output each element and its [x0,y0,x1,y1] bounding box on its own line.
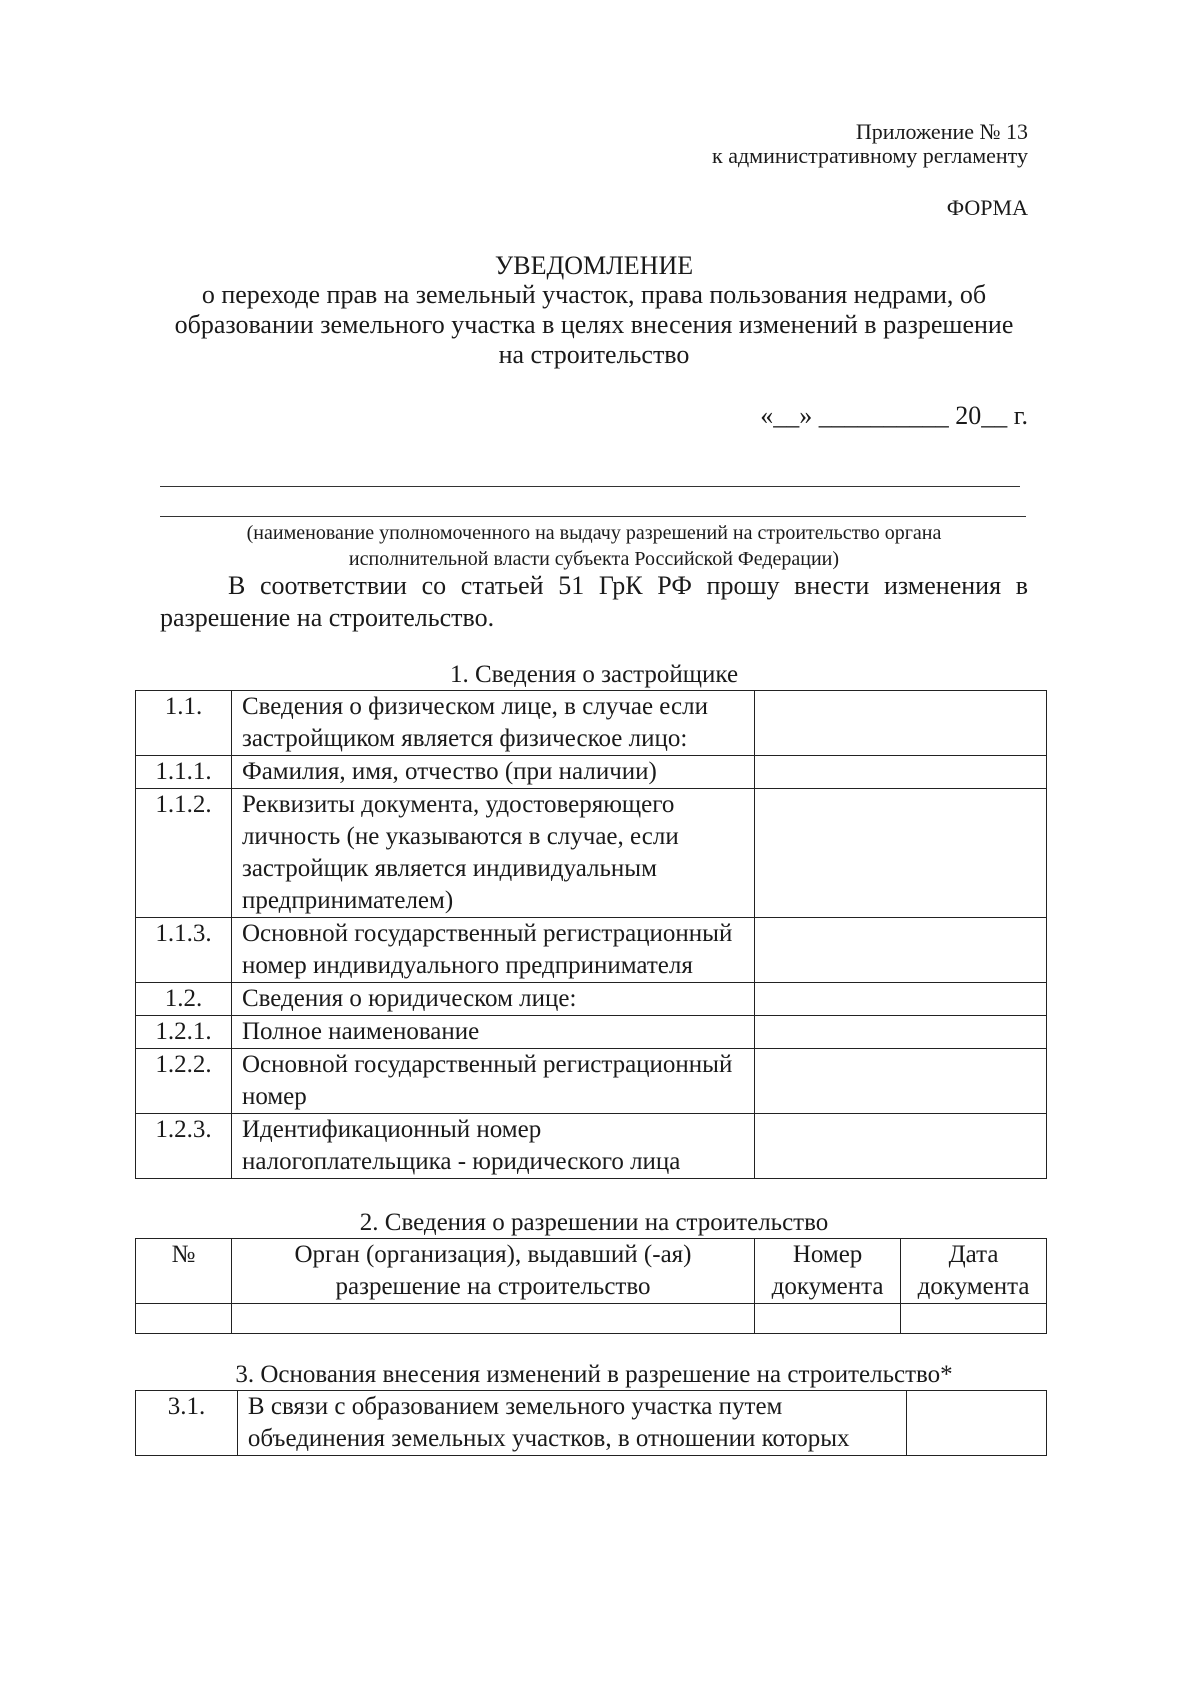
row-value-cell[interactable] [755,1016,1047,1049]
table-row [136,691,1047,756]
row-value-cell[interactable] [907,1391,1047,1456]
section-3-table [135,1390,1047,1456]
table-row [136,983,1047,1016]
subtitle-line-3: на строительство [498,340,690,369]
header-number: № [136,1239,232,1304]
row-value-cell[interactable] [755,1114,1047,1179]
form-label: ФОРМА [946,195,1028,220]
appendix-number: Приложение № 13 [855,119,1028,144]
section-3-title: 3. Основания внесения изменений в разрешение на строительство* [235,1361,953,1388]
section-1-table [135,690,1047,1179]
row-value-cell[interactable] [755,691,1047,756]
document-subtitle [120,280,1068,370]
row-label: Реквизиты документа, удостоверяющего личность (не указываются в случае, если застройщик является индивидуальным предпринимателем) [231,789,755,918]
table-row [136,1391,1047,1456]
row-label: Сведения о физическом лице, в случае если застройщиком является физическое лицо: [231,691,755,756]
date-field[interactable]: «__» __________ 20__ г. [760,401,1028,430]
row-label: В связи с образованием земельного участка путем объединения земельных участков, в отношении которых [237,1391,906,1456]
row-number: 1.1. [136,691,232,756]
row-number: 1.1.2. [136,789,232,918]
row-label: Идентификационный номер налогоплательщика - юридического лица [231,1114,755,1179]
section-1-title: 1. Сведения о застройщике [449,661,739,688]
table-row [136,918,1047,983]
authority-caption-line-2: исполнительной власти субъекта Российской Федерации) [348,548,840,570]
row-value-cell[interactable] [755,789,1047,918]
row-value-cell[interactable] [755,918,1047,983]
appendix-reference: к административному регламенту [712,143,1028,168]
section-2-header-row [136,1239,1047,1304]
header-issuing-authority: Орган (организация), выдавший (-ая) разрешение на строительство [231,1239,754,1304]
subtitle-line-1: о переходе прав на земельный участок, права пользования недрами, об [201,280,987,309]
row-label: Основной государственный регистрационный номер [231,1049,755,1114]
request-line-2: разрешение на строительство. [160,603,495,632]
row-number: 1.2.1. [136,1016,232,1049]
section-2-table [135,1238,1047,1334]
entry-authority-cell[interactable] [231,1304,754,1334]
entry-document-date-cell[interactable] [901,1304,1047,1334]
document-title: УВЕДОМЛЕНИЕ [494,251,694,280]
row-label: Сведения о юридическом лице: [231,983,755,1016]
table-row [136,789,1047,918]
row-label: Полное наименование [231,1016,755,1049]
entry-document-number-cell[interactable] [755,1304,901,1334]
entry-number-cell[interactable] [136,1304,232,1334]
request-line-1: В соответствии со статьей 51 ГрК РФ прошу внести изменения в [228,571,1028,600]
section-2-entry-row [136,1304,1047,1334]
row-number: 1.1.3. [136,918,232,983]
row-number: 3.1. [136,1391,238,1456]
table-row [136,1049,1047,1114]
authority-line-2[interactable] [160,516,1026,517]
row-label: Фамилия, имя, отчество (при наличии) [231,756,755,789]
row-value-cell[interactable] [755,983,1047,1016]
table-row [136,756,1047,789]
table-row [136,1016,1047,1049]
authority-caption-line-1: (наименование уполномоченного на выдачу разрешений на строительство органа [246,522,942,544]
table-row [136,1114,1047,1179]
row-value-cell[interactable] [755,1049,1047,1114]
header-document-date: Дата документа [901,1239,1047,1304]
row-number: 1.2. [136,983,232,1016]
row-number: 1.2.2. [136,1049,232,1114]
row-number: 1.2.3. [136,1114,232,1179]
row-value-cell[interactable] [755,756,1047,789]
authority-line-1[interactable] [160,486,1020,487]
section-2-title: 2. Сведения о разрешении на строительство [359,1209,829,1236]
header-document-number: Номер документа [755,1239,901,1304]
authority-caption [150,520,1038,572]
row-label: Основной государственный регистрационный номер индивидуального предпринимателя [231,918,755,983]
row-number: 1.1.1. [136,756,232,789]
subtitle-line-2: образовании земельного участка в целях внесения изменений в разрешение [174,310,1014,339]
